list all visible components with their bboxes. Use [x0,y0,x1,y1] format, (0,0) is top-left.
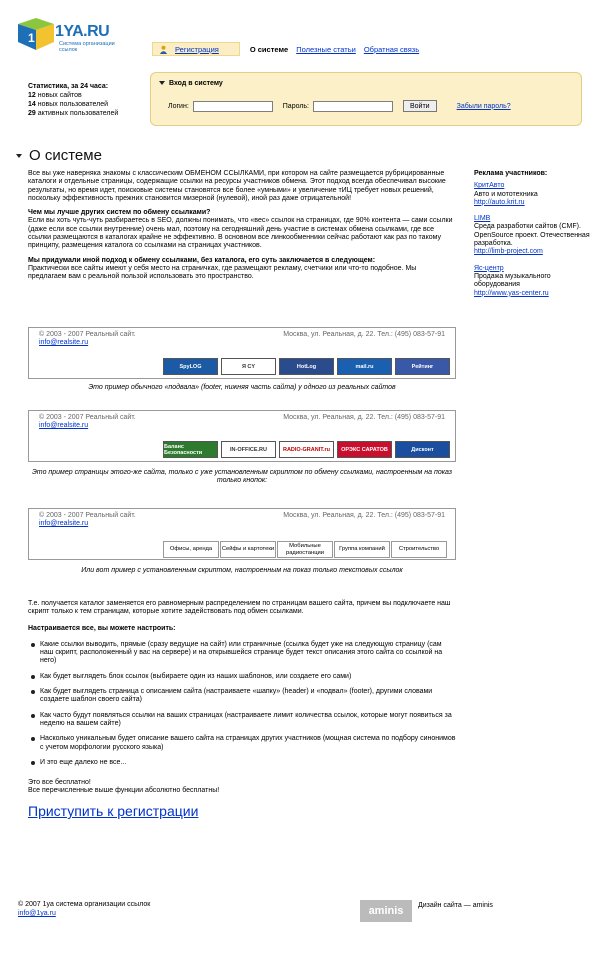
list-item: Как часто будут появляться ссылки на ваших страницах (настраиваете лимит количества ссылок, которые могут появиться за неделю на вашем сайте) [28,712,456,729]
example-footer-3 [28,508,456,560]
example-caption-1: Это пример обычного «подвала» (footer, нижняя часть сайта) у одного из реальных сайтов [88,384,396,391]
login-box [150,72,582,126]
logo-name: 1YA.RU [55,23,110,40]
main-content [28,170,456,288]
ad-item [474,182,592,207]
free-notice: Это все бесплатно! Все перечисленные выше функции абсолютно бесплатны! [28,779,220,795]
ad-desc: Среда разработки сайтов (CMF). OpenSource проект. Отечественная разработка. [474,223,590,248]
ad-item [474,265,592,298]
ad-url[interactable]: http://www.yas-center.ru [474,289,549,297]
nav-link-articles[interactable]: Полезные статьи [296,44,356,54]
collapse-arrow-icon [159,81,165,85]
ad-url[interactable]: http://limb-project.com [474,248,543,256]
sidebar-title: Реклама участников: [474,170,548,177]
lower-content [28,600,456,774]
heading-config: Настраивается все, вы можете настроить: [28,624,176,632]
counter-badge[interactable]: Рейтинг [395,358,450,375]
stats-row: 14 новых пользователей [28,101,109,108]
example-copyright: © 2003 - 2007 Реальный сайт. [39,414,136,421]
example-email[interactable]: info@realsite.ru [39,422,89,429]
nav-current-about: О системе [249,44,289,54]
register-cta-link[interactable]: Приступить к регистрации [28,803,199,819]
svg-text:1: 1 [28,31,35,45]
better-text: Если вы хоть чуть-чуть разбираетесь в SEO, должны понимать, что «вес» ссылок на страницах, где 90% контента — сами ссылки (даже если все ссылки внутренние) очень мал, поэтому на сегодняшний день участие в системах обмена ссылками, где все ссылки размещаются в каталогах крайне не эффективно. В основном все линкообменники сейчас работают как раз по такому принципу, размещения каталога со ссылками на страницах участников. [28,217,453,250]
partner-badge[interactable]: IN-OFFICE.RU [221,441,276,458]
ad-desc: Продажа музыкального оборудования [474,272,551,289]
example-address: Москва, ул. Реальная, д. 22. Тел.: (495) 083-57-91 [283,331,445,338]
forgot-password-link[interactable]: Забыли пароль? [456,102,511,110]
ad-link[interactable]: КритАвто [474,182,505,190]
register-link[interactable]: Регистрация [175,44,219,54]
aminis-logo[interactable]: aminis [360,900,412,922]
partner-badge[interactable]: ОРЭКС САРАТОВ [337,441,392,458]
example-email[interactable]: info@realsite.ru [39,520,89,527]
heading-better: Чем мы лучше других систем по обмену ссылками? [28,209,211,217]
password-input[interactable] [313,101,393,112]
partner-badge[interactable]: RADIO-GRANIT.ru [279,441,334,458]
example-footer-1 [28,327,456,379]
logo-subtitle: Система организации ссылок [59,41,115,54]
list-item: И это еще далеко не все... [28,759,456,767]
stats-panel [28,82,118,118]
text-link[interactable]: Сейфы и картотеки [220,541,276,558]
example-copyright: © 2003 - 2007 Реальный сайт. [39,331,136,338]
stats-row: 29 активных пользователей [28,110,119,117]
example-caption-2: Это пример страницы этого-же сайта, только с уже установленным скриптом по обмену ссылками, настроенным на показ только кнопок: [31,469,453,485]
list-item: Какие ссылки выводить, прямые (сразу ведущие на сайт) или страничные (ссылка будет уже на следующую страницу (сам наш скрипт, расположенный у вас на сервере) и на открывшейся странице будет текст описания этого сайта со ссылкой на него) [28,641,456,666]
counter-badge[interactable]: Я CY [221,358,276,375]
approach-text: Практически все сайты имеют у себя место на страничках, где размещают рекламу, счетчики или что-то подобное. Мы предлагаем вам с реальной пользой использовать это пространство. [28,264,417,281]
list-item: Как будет выглядеть страница с описанием сайта (настраиваете «шапку» (header) и «подвал» (footer), другими словами создаете шаблон своего сайта) [28,688,456,705]
example-caption-3: Или вот пример с установленным скриптом, настроенным на показ только текстовых ссылок [81,567,403,574]
login-button[interactable]: Войти [403,100,437,112]
text-link[interactable]: Группа компаний [334,541,390,558]
example-address: Москва, ул. Реальная, д. 22. Тел.: (495) 083-57-91 [283,414,445,421]
partner-badge[interactable]: Баланс Безопасности [163,441,218,458]
text-link[interactable]: Мобильные радиостанции [277,541,333,558]
text-link[interactable]: Офисы, аренда [163,541,219,558]
example-address: Москва, ул. Реальная, д. 22. Тел.: (495) 083-57-91 [283,512,445,519]
counter-badge[interactable]: SpyLOG [163,358,218,375]
footer-email[interactable]: info@1ya.ru [18,910,56,917]
password-label: Пароль: [282,102,309,110]
text-link[interactable]: Строительство [391,541,447,558]
login-title[interactable]: Вход в систему [159,80,223,87]
intro-text: Все вы уже наверняка знакомы с классическим ОБМЕНОМ ССЫЛКАМИ, при котором на сайте размещается рубрицированные каталоги и отдельные страницы, содержащие ссылки на ресурсы участников обмена. Этот подход всегда обеспечивал высокие результаты, но время идет, поисковые системы становятся все более «умными» и увеличение тИЦ требует новых решений, поскольку эффективность прежних становится мизерной (нулевой), иной раз даже отрицательной! [28,170,446,202]
logo-icon [14,16,58,52]
footer-copyright: © 2007 1ya система организации ссылок info@1ya.ru [18,901,151,917]
section-arrow-icon [16,154,22,158]
stats-row: 12 новых сайтов [28,92,82,99]
top-nav [152,42,427,56]
ad-link[interactable]: Яс-центр [474,264,504,272]
nav-link-feedback[interactable]: Обратная связь [363,44,420,54]
section-title: О системе [16,147,102,164]
counter-badge[interactable]: mail.ru [337,358,392,375]
ad-url[interactable]: http://auto.krit.ru [474,198,525,206]
lower-paragraph: Т.е. получается каталог заменяется его равномерным распределением по страницам вашего сайта, причем вы подключаете наш скрипт только к тем страницам, которые хотите задействовать под обмен ссылками. [28,600,451,616]
config-list [28,641,456,767]
footer-design-credit: Дизайн сайта — aminis [418,902,493,909]
ad-link[interactable]: LIMB [474,215,491,223]
list-item: Насколько уникальным будет описание вашего сайта на страницах других участников (мощная система по подбору синонимов с учетом морфологии русского языка) [28,735,456,752]
list-item: Как будет выглядеть блок ссылок (выбираете один из наших шаблонов, или создаете его сами) [28,673,456,681]
partner-badge[interactable]: Дисконт [395,441,450,458]
sidebar-ads [474,170,592,306]
ad-desc: Авто и мототехника [474,190,538,198]
ad-item [474,215,592,256]
login-label: Логин: [168,102,189,110]
heading-approach: Мы придумали иной подход к обмену ссылками, без каталога, его суть заключается в следующем: [28,256,376,264]
counter-badge[interactable]: HotLog [279,358,334,375]
example-email[interactable]: info@realsite.ru [39,339,89,346]
stats-title: Статистика, за 24 часа: [28,83,109,90]
login-input[interactable] [193,101,273,112]
example-copyright: © 2003 - 2007 Реальный сайт. [39,512,136,519]
example-footer-2 [28,410,456,462]
user-icon [159,45,168,54]
register-tab[interactable] [152,42,240,56]
